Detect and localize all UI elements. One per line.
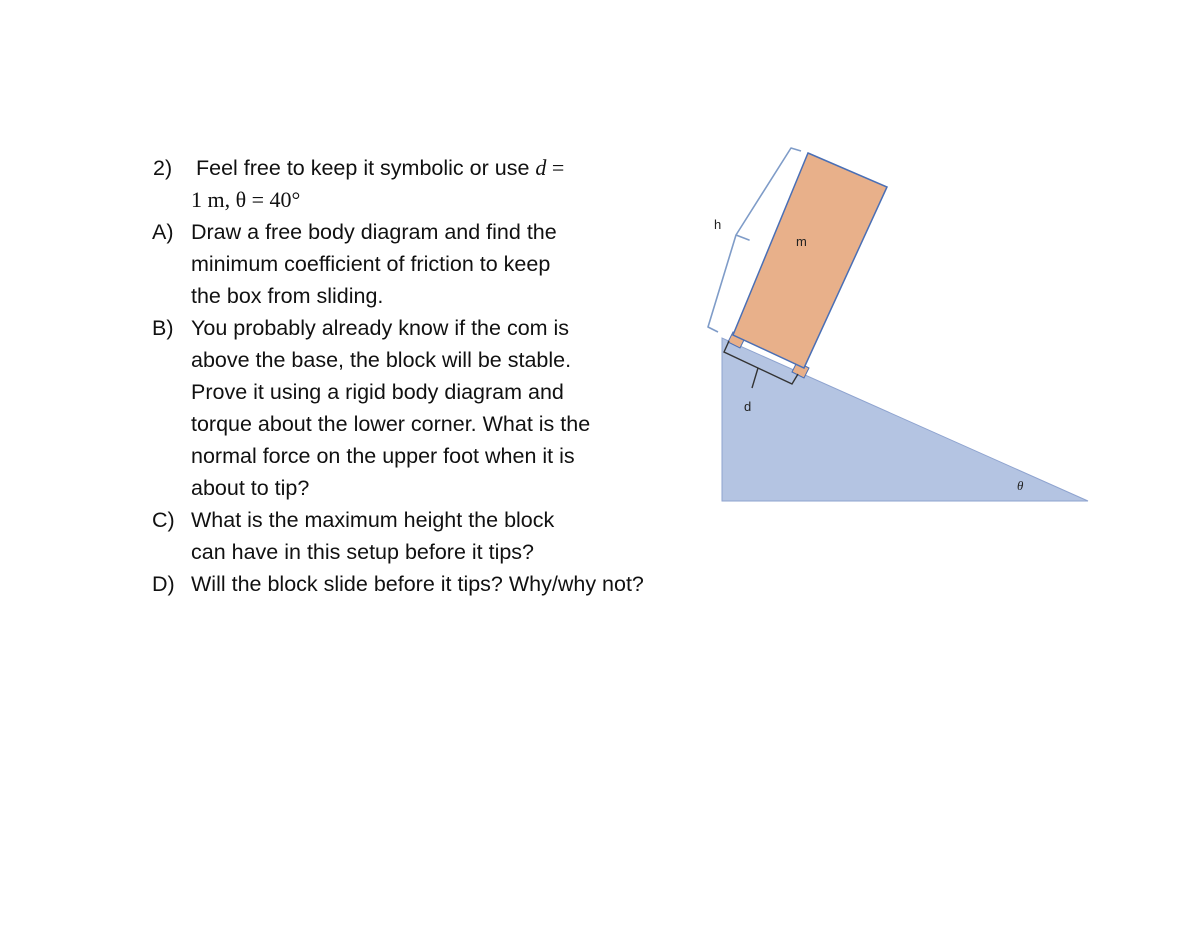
question-part (152, 504, 712, 568)
part-line: Will the block slide before it tips? Why/why not? (191, 572, 644, 596)
intro-math-values: 1 m, θ = 40° (191, 187, 301, 212)
part-line: normal force on the upper foot when it is (191, 444, 575, 468)
incline-triangle (722, 338, 1088, 501)
part-line: minimum coefficient of friction to keep (191, 252, 551, 276)
part-label: D) (152, 572, 175, 596)
part-line: Prove it using a rigid body diagram and (191, 380, 564, 404)
part-line: can have in this setup before it tips? (191, 540, 535, 564)
problem-intro (152, 152, 712, 216)
incline-block-diagram (700, 140, 1120, 520)
question-part (152, 216, 712, 312)
part-line: What is the maximum height the block (191, 508, 555, 532)
part-label: A) (152, 220, 174, 244)
d-label: d (744, 399, 752, 414)
problem-number: 2) (153, 156, 173, 180)
h-label: h (714, 217, 722, 232)
part-line: You probably already know if the com is (191, 316, 570, 340)
intro-math-var: d = (535, 155, 565, 180)
part-label: B) (152, 316, 174, 340)
intro-text: Feel free to keep it symbolic or use (196, 156, 530, 180)
problem-text (152, 152, 712, 600)
theta-label: θ (1017, 478, 1024, 493)
question-part (152, 312, 712, 504)
mass-label: m (796, 234, 807, 249)
part-line: torque about the lower corner. What is the (191, 412, 591, 436)
part-line: the box from sliding. (191, 284, 384, 308)
question-parts (152, 216, 712, 600)
block (733, 153, 887, 368)
part-line: about to tip? (191, 476, 310, 500)
part-label: C) (152, 508, 175, 532)
part-line: above the base, the block will be stable. (191, 348, 572, 372)
part-line: Draw a free body diagram and find the (191, 220, 557, 244)
question-part (152, 568, 712, 600)
